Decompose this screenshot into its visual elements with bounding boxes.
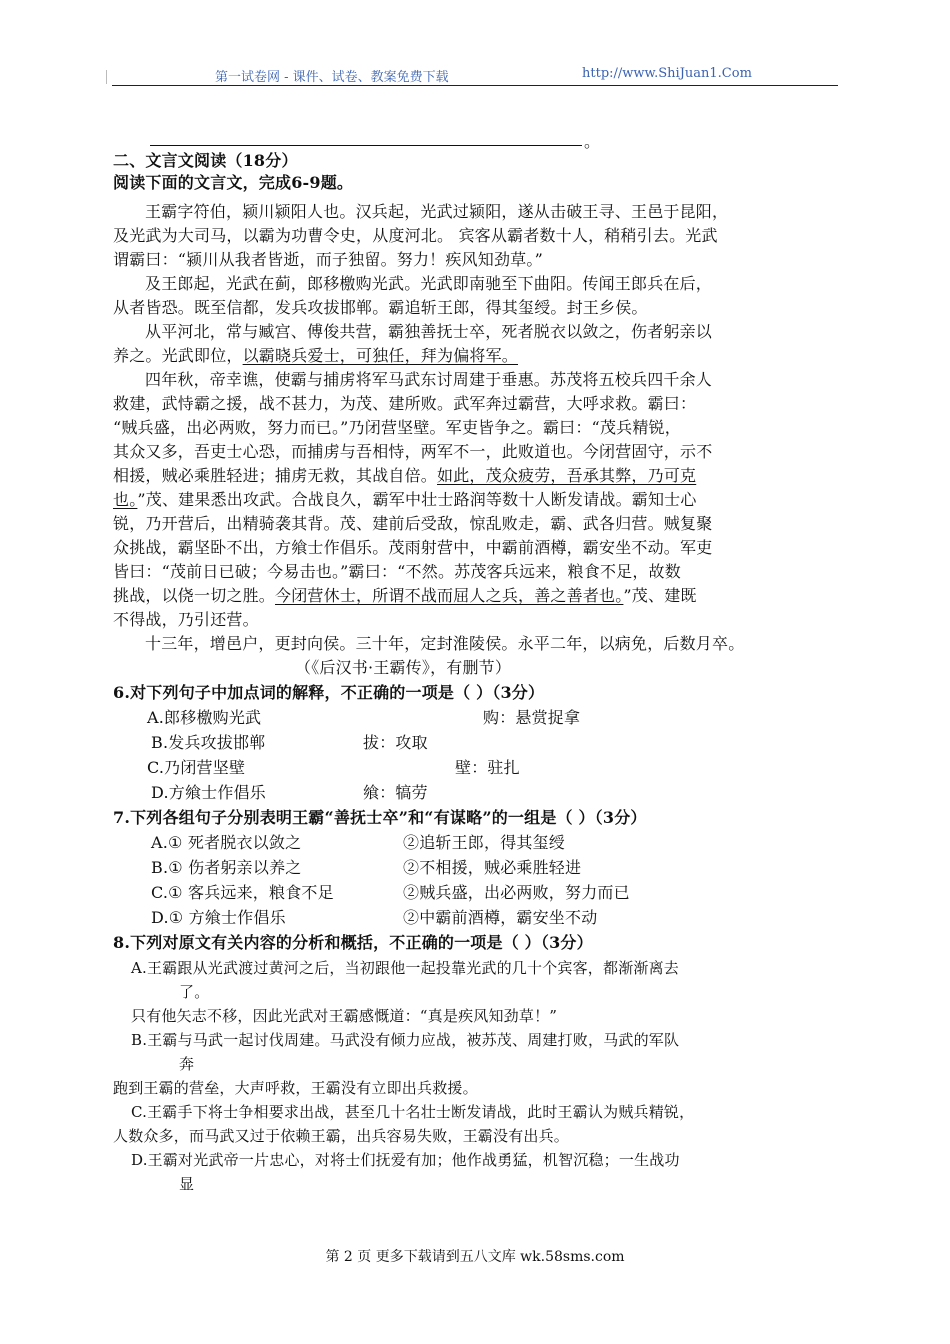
passage-line: 从者皆恐。既至信都，发兵攻拔邯郸。霸追斩王郎，得其玺绶。封王乡侯。 xyxy=(113,298,648,317)
option-explanation: ②不相援，贼必乘胜轻进 xyxy=(403,858,582,877)
option-text: B.发兵攻拔邯郸 xyxy=(151,733,266,752)
question-stem: 6.对下列句子中加点词的解释，不正确的一项是（ ）（3分） xyxy=(113,683,545,702)
passage-text: 挑战，以侥一切之胜。 xyxy=(113,586,276,605)
question-stem: 7.下列各组句子分别表明王霸“善抚士卒”和“有谋略”的一组是（ ）（3分） xyxy=(113,808,647,827)
option-text: C.① 客兵远来，粮食不足 xyxy=(151,883,334,902)
section-instruction: 阅读下面的文言文，完成6-9题。 xyxy=(113,173,354,192)
passage-line: 其众又多，吾吏士心恐，而捕虏与吾相恃，两军不一，此败道也。今闭营固守，示不 xyxy=(113,442,713,461)
page-footer: 第 2 页 更多下载请到五八文库 wk.58sms.com xyxy=(325,1249,625,1265)
passage-line: 锐，乃开营后，出精骑袭其背。茂、建前后受敌，惊乱败走，霸、武各归营。贼复聚 xyxy=(113,514,713,533)
passage-line: 十三年，增邑户，更封向侯。三十年，定封淮陵侯。永平二年，以病免，后数月卒。 xyxy=(145,634,745,653)
option-row[interactable] xyxy=(113,705,848,730)
answer-blank-period: 。 xyxy=(584,132,601,151)
option-text: D.方飨士作倡乐 xyxy=(151,783,266,802)
question-6 xyxy=(113,680,848,805)
exam-content xyxy=(113,150,848,1196)
option-text: D.① 方飨士作倡乐 xyxy=(151,908,286,927)
passage-line: 从平河北，常与臧宫、傅俊共营，霸独善抚士卒，死者脱衣以敛之，伤者躬亲以 xyxy=(145,322,713,341)
option-explanation: ②贼兵盛，出必两败，努力而已 xyxy=(403,883,630,902)
option-text: B.① 伤者躬亲以养之 xyxy=(151,858,302,877)
question-stem: 8.下列对原文有关内容的分析和概括，不正确的一项是（ ）（3分） xyxy=(113,933,593,952)
option-c-line: 人数众多，而马武又过于依赖王霸，出兵容易失败，王霸没有出兵。 xyxy=(113,1127,570,1145)
question-7 xyxy=(113,805,848,930)
option-explanation: 购：悬赏捉拿 xyxy=(483,708,581,727)
header-url[interactable]: http://www.ShiJuan1.Com xyxy=(582,66,752,81)
passage-line: 王霸字符伯，颍川颍阳人也。汉兵起，光武过颍阳，遂从击破王寻、王邑于昆阳， xyxy=(145,202,729,221)
option-row[interactable] xyxy=(113,905,848,930)
passage-text: 养之。光武即位， xyxy=(113,346,243,365)
option-row[interactable] xyxy=(113,730,848,755)
passage-line: 皆曰：“茂前日已破；今易击也。”霸曰：“不然。苏茂客兵远来，粮食不足，故数 xyxy=(113,562,681,581)
header-site: 第一试卷网 - 课件、试卷、教案免费下载 xyxy=(215,70,449,85)
question-8 xyxy=(113,930,848,1196)
option-row[interactable] xyxy=(113,755,848,780)
passage-line xyxy=(113,488,848,512)
option-text: C.乃闭营坚壁 xyxy=(147,758,246,777)
option-row[interactable] xyxy=(113,855,848,880)
passage-line: 及光武为大司马，以霸为功曹令史，从度河北。 宾客从霸者数十人，稍稍引去。光武 xyxy=(113,226,718,245)
option-explanation: 拔：攻取 xyxy=(363,733,428,752)
option-text: A.郎移檄购光武 xyxy=(147,708,262,727)
option-text: A.① 死者脱衣以敛之 xyxy=(151,833,302,852)
option-a-line: 了。 xyxy=(179,983,210,1001)
option-explanation: ②追斩王郎，得其玺绶 xyxy=(403,833,566,852)
underlined-sentence: 如此，茂众疲劳，吾承其弊，乃可克 xyxy=(437,466,697,485)
option-d-line[interactable]: D.王霸对光武帝一片忠心，对将士们抚爱有加；他作战勇猛，机智沉稳；一生战功 xyxy=(131,1151,680,1169)
passage-line: 救建，武恃霸之援，战不甚力，为茂、建所败。武军奔过霸营，大呼求救。霸曰： xyxy=(113,394,697,413)
option-explanation: 壁：驻扎 xyxy=(455,758,520,777)
section-title: 二、文言文阅读（18分） xyxy=(113,151,298,170)
header-rule xyxy=(112,85,838,86)
option-a-line: 只有他矢志不移，因此光武对王霸感慨道：“真是疾风知劲草！” xyxy=(131,1007,558,1025)
option-explanation: ②中霸前酒樽，霸安坐不动 xyxy=(403,908,598,927)
passage-line: “贼兵盛，出必两败，努力而已。”乃闭营坚壁。军吏皆争之。霸曰：“茂兵精锐， xyxy=(113,418,681,437)
passage-line: 四年秋，帝幸谯，使霸与捕虏将军马武东讨周建于垂惠。苏茂将五校兵四千余人 xyxy=(145,370,713,389)
underlined-sentence: 也。 xyxy=(113,490,138,509)
option-row[interactable] xyxy=(113,880,848,905)
option-b-line: 跑到王霸的营垒，大声呼救，王霸没有立即出兵救援。 xyxy=(113,1079,478,1097)
option-b-line[interactable]: B.王霸与马武一起讨伐周建。马武没有倾力应战，被苏茂、周建打败，马武的军队 xyxy=(131,1031,680,1049)
answer-blank-line xyxy=(150,145,582,146)
passage-source: （《后汉书·王霸传》，有删节） xyxy=(295,658,512,677)
option-row[interactable] xyxy=(113,780,848,805)
passage-line xyxy=(113,464,848,488)
option-b-line: 奔 xyxy=(179,1055,195,1073)
passage-text: 相援，贼必乘胜轻进；捕虏无救，其战自倍。 xyxy=(113,466,438,485)
passage-line: 众挑战，霸坚卧不出，方飨士作倡乐。茂雨射营中，中霸前酒樽，霸安坐不动。军吏 xyxy=(113,538,713,557)
header-margin-mark xyxy=(106,70,107,84)
passage-line: 不得战，乃引还营。 xyxy=(113,610,259,629)
option-a-line[interactable]: A.王霸跟从光武渡过黄河之后，当初跟他一起投靠光武的几十个宾客，都渐渐离去 xyxy=(131,959,680,977)
passage-line: 及王郎起，光武在蓟，郎移檄购光武。光武即南驰至下曲阳。传闻王郎兵在后， xyxy=(145,274,713,293)
passage-line: 谓霸曰：“颍川从我者皆逝，而子独留。努力！疾风知劲草。” xyxy=(113,250,543,269)
option-c-line[interactable]: C.王霸手下将士争相要求出战，甚至几十名壮士断发请战，此时王霸认为贼兵精锐， xyxy=(131,1103,695,1121)
passage xyxy=(113,200,848,680)
option-d-line: 显 xyxy=(179,1175,195,1193)
underlined-sentence: 今闭营休士，所谓不战而屈人之兵，善之善者也。 xyxy=(275,586,624,605)
option-explanation: 飨：犒劳 xyxy=(363,783,428,802)
underlined-sentence: 以霸晓兵爱士，可独任，拜为偏将军。 xyxy=(242,346,519,365)
passage-line xyxy=(113,584,848,608)
option-row[interactable] xyxy=(113,830,848,855)
passage-line xyxy=(113,344,848,368)
passage-text: ”茂、建果悉出攻武。合战良久，霸军中壮士路润等数十人断发请战。霸知士心 xyxy=(137,490,697,509)
passage-text: ”茂、建既 xyxy=(623,586,697,605)
